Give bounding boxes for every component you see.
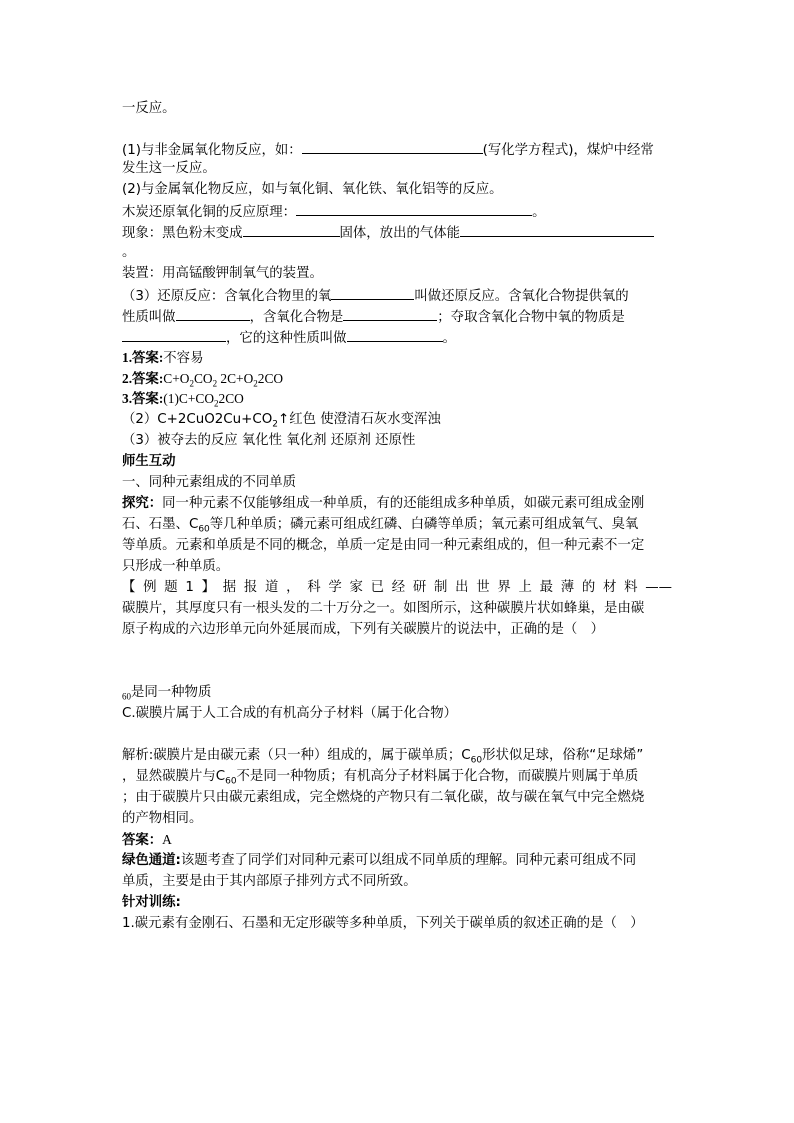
fill-blank[interactable] bbox=[243, 223, 340, 237]
text: 一反应。 bbox=[122, 101, 176, 116]
subscript: 60 bbox=[470, 755, 483, 766]
text-line bbox=[122, 495, 644, 513]
text: 原子构成的六边形单元向外延展而成，下列有关碳膜片的说法中，正确的是（ ） bbox=[122, 622, 605, 637]
text: 不是同一种物质；有机高分子材料属于化合物，而碳膜片则属于单质 bbox=[236, 769, 639, 784]
option-line bbox=[122, 684, 211, 702]
text: 2CO bbox=[218, 391, 244, 406]
explore-label: 探究： bbox=[122, 496, 163, 511]
answer-label: 1.答案: bbox=[122, 350, 164, 365]
example-line bbox=[122, 600, 644, 618]
heading-text: 针对训练: bbox=[122, 895, 181, 910]
tip-line bbox=[122, 873, 417, 891]
fill-blank[interactable] bbox=[331, 286, 414, 300]
example-line: 【例题1】据报道，科学家已经研制出世界上最薄的材料—— bbox=[122, 580, 672, 595]
text-line bbox=[122, 100, 176, 118]
answer-label: 2.答案: bbox=[122, 371, 164, 386]
text-line bbox=[122, 202, 545, 222]
subscript: 2 bbox=[212, 378, 218, 389]
text: ；夺取含氧化合物中氧的物质是 bbox=[437, 310, 625, 325]
answer-line bbox=[122, 390, 244, 408]
text: 石、石墨、C bbox=[122, 517, 199, 532]
text: 不容易 bbox=[163, 350, 204, 365]
text: 形状似足球，俗称“足球烯” bbox=[482, 748, 644, 763]
analysis-line bbox=[122, 747, 643, 765]
answer-label: 答案： bbox=[122, 833, 163, 848]
text: CO bbox=[193, 371, 213, 386]
analysis-line bbox=[122, 810, 202, 828]
subscript: 2 bbox=[253, 378, 258, 389]
text: 同一种元素不仅能够组成一种单质，有的还能组成多种单质，如碳元素可组成金刚 bbox=[162, 496, 645, 511]
subscript: 60 bbox=[122, 691, 131, 702]
answer-line bbox=[122, 370, 283, 388]
answer-line bbox=[122, 411, 441, 429]
text: 。 bbox=[122, 245, 136, 260]
text-line bbox=[122, 537, 644, 555]
text-line bbox=[122, 328, 456, 348]
text-line bbox=[122, 516, 638, 534]
text: 1.碳元素有金刚石、石墨和无定形碳等多种单质，下列关于碳单质的叙述正确的是（ ） bbox=[122, 916, 644, 931]
text: 等几种单质；磷元素可组成红磷、白磷等单质；氧元素可组成氧气、臭氧 bbox=[209, 517, 639, 532]
section-heading bbox=[122, 453, 176, 471]
fill-blank[interactable] bbox=[347, 328, 443, 342]
heading-text: 师生互动 bbox=[122, 454, 176, 469]
text: 的产物相同。 bbox=[122, 811, 203, 826]
text: ，含氧化合物是 bbox=[249, 310, 344, 325]
text-line bbox=[122, 286, 629, 306]
fill-blank[interactable] bbox=[176, 307, 250, 321]
text: （2）C+2CuO2Cu+CO bbox=[122, 412, 273, 427]
answer-value: A bbox=[162, 832, 172, 847]
question-line bbox=[122, 915, 644, 933]
analysis-line bbox=[122, 789, 644, 807]
text: C.碳膜片属于人工合成的有机高分子材料（属于化合物） bbox=[122, 706, 457, 721]
text-line bbox=[122, 223, 654, 243]
fill-blank[interactable] bbox=[460, 223, 654, 237]
subscript: 2 bbox=[214, 398, 219, 409]
section-heading bbox=[122, 894, 181, 912]
text: 。 bbox=[532, 205, 546, 220]
text: 。 bbox=[442, 331, 456, 346]
text: 一、同种元素组成的不同单质 bbox=[122, 475, 297, 490]
text: （3）被夺去的反应 氧化性 氧化剂 还原剂 还原性 bbox=[122, 433, 416, 448]
text: 解析:碳膜片是由碳元素（只一种）组成的，属于碳单质；C bbox=[122, 748, 471, 763]
analysis-line bbox=[122, 768, 638, 786]
text: 等单质。元素和单质是不同的概念，单质一定是由同一种元素组成的，但一种元素不一定 bbox=[122, 538, 645, 553]
fill-blank[interactable] bbox=[122, 328, 226, 342]
text-line bbox=[122, 558, 229, 576]
text: 单质，主要是由于其内部原子排列方式不同所致。 bbox=[122, 874, 417, 889]
answer-label: 3.答案: bbox=[122, 391, 164, 406]
text-line bbox=[122, 244, 135, 262]
text: 2C+O bbox=[217, 371, 254, 386]
option-line bbox=[122, 705, 457, 723]
fill-blank[interactable] bbox=[343, 307, 437, 321]
text: ，它的这种性质叫做 bbox=[226, 331, 347, 346]
text: 装置：用高锰酸钾制氧气的装置。 bbox=[122, 266, 323, 281]
fill-blank[interactable] bbox=[302, 140, 483, 154]
text: 该题考查了同学们对同种元素可以组成不同单质的理解。同种元素可组成不同 bbox=[180, 853, 637, 868]
text: 碳膜片，其厚度只有一根头发的二十万分之一。如图所示，这种碳膜片状如蜂巢，是由碳 bbox=[122, 601, 645, 616]
text: 2CO bbox=[257, 371, 284, 386]
example-line bbox=[122, 621, 604, 639]
answer-line bbox=[122, 349, 203, 368]
text-line bbox=[122, 265, 323, 283]
fill-blank[interactable] bbox=[296, 202, 532, 216]
text: C+O bbox=[163, 371, 190, 386]
text: (2)与金属氧化物反应，如与氧化铜、氧化铁、氧化铝等的反应。 bbox=[122, 182, 503, 197]
text: 木炭还原氧化铜的反应原理： bbox=[122, 205, 297, 220]
text-line bbox=[122, 140, 654, 160]
text: 固体，放出的气体能 bbox=[339, 226, 461, 241]
section-title bbox=[122, 474, 296, 492]
subscript: 60 bbox=[198, 524, 210, 535]
tip-label: 绿色通道: bbox=[122, 853, 181, 868]
text: (1)与非金属氧化物反应，如： bbox=[122, 143, 302, 158]
text-line bbox=[122, 181, 503, 199]
text: ↑红色 使澄清石灰水变浑浊 bbox=[277, 412, 441, 427]
answer-line bbox=[122, 831, 172, 850]
text: (1)C+CO bbox=[163, 391, 214, 406]
text-line bbox=[122, 160, 216, 178]
subscript: 60 bbox=[225, 776, 237, 787]
text: 发生这一反应。 bbox=[122, 161, 216, 176]
text: 性质叫做 bbox=[122, 310, 176, 325]
text: 叫做还原反应。含氧化合物提供氧的 bbox=[414, 289, 629, 304]
text: 只形成一种单质。 bbox=[122, 559, 230, 574]
text-line bbox=[122, 307, 625, 327]
text: ；由于碳膜片只由碳元素组成，完全燃烧的产物只有二氧化碳，故与碳在氧气中完全燃烧 bbox=[122, 790, 645, 805]
tip-line bbox=[122, 852, 636, 870]
text: 是同一种物质 bbox=[131, 685, 212, 700]
answer-line bbox=[122, 432, 415, 450]
text: (写化学方程式)，煤炉中经常 bbox=[482, 143, 654, 158]
text: ，显然碳膜片与C bbox=[122, 769, 226, 784]
text: （3）还原反应：含氧化合物里的氧 bbox=[122, 289, 332, 304]
text: 现象：黑色粉末变成 bbox=[122, 226, 243, 241]
subscript: 2 bbox=[189, 378, 194, 389]
subscript: 2 bbox=[272, 419, 278, 430]
